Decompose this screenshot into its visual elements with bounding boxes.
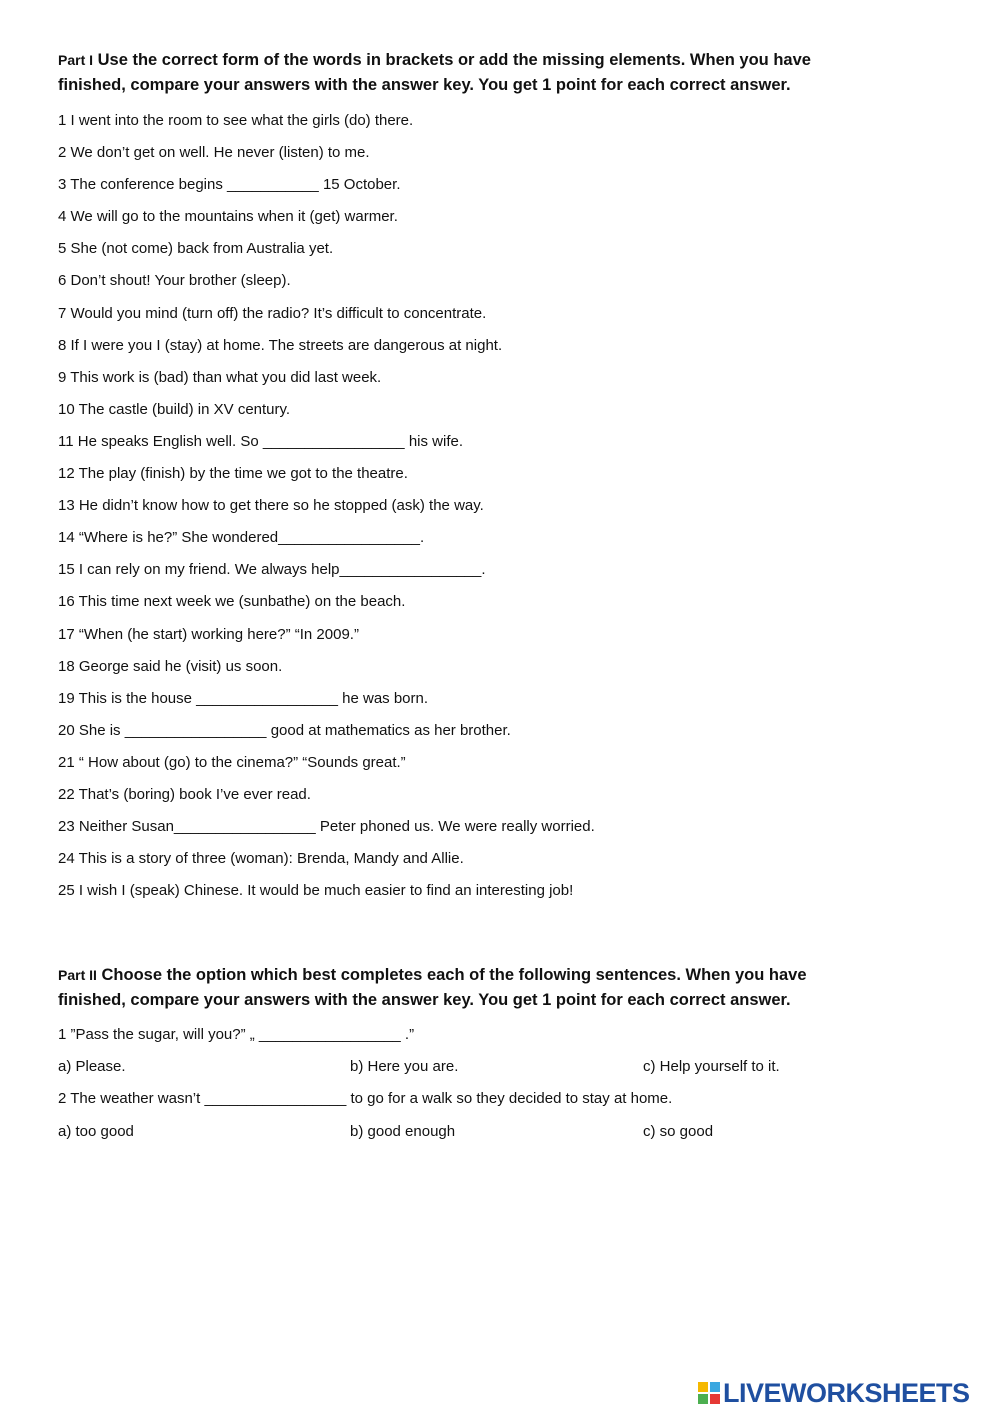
- question-item: 22 That’s (boring) book I’ve ever read.: [58, 785, 311, 803]
- part1-tag: Part I: [58, 52, 94, 68]
- question-item: 5 She (not come) back from Australia yet.: [58, 240, 334, 258]
- question-item: 19 This is the house _________________ he was born.: [58, 689, 429, 707]
- part2-instruction-text: Choose the option which best completes each of the following sentences. When you have finished, compare your answers with the answer key. You get 1 point for each correct answer.: [58, 966, 807, 1009]
- question-item: 12 The play (finish) by the time we got to the theatre.: [58, 465, 408, 483]
- question-item: 6 Don’t shout! Your brother (sleep).: [58, 272, 291, 290]
- part1-instruction-text: Use the correct form of the words in brackets or add the missing elements. When you have finished, compare your answers with the answer key. You get 1 point for each correct answer.: [58, 51, 811, 94]
- question-item: 24 This is a story of three (woman): Brenda, Mandy and Allie.: [58, 850, 464, 868]
- part2-instruction: [58, 963, 838, 1012]
- mc-question: 2 The weather wasn’t _________________ to go for a walk so they decided to stay at home.: [58, 1090, 673, 1108]
- option-a[interactable]: a) too good: [58, 1122, 134, 1140]
- question-item: 21 “ How about (go) to the cinema?” “Sounds great.”: [58, 753, 406, 771]
- question-item: 8 If I were you I (stay) at home. The streets are dangerous at night.: [58, 336, 503, 354]
- question-item: 11 He speaks English well. So _________________ his wife.: [58, 432, 463, 450]
- question-item: 15 I can rely on my friend. We always help_________________.: [58, 561, 486, 579]
- part1-question-list: [58, 111, 838, 913]
- part2-tag: Part II: [58, 967, 97, 983]
- option-c[interactable]: c) so good: [643, 1122, 714, 1140]
- mc-options: [58, 1057, 838, 1089]
- liveworksheets-logo-icon: [698, 1382, 720, 1404]
- question-item: 25 I wish I (speak) Chinese. It would be much easier to find an interesting job!: [58, 882, 574, 900]
- liveworksheets-logo-text: LIVEWORKSHEETS: [723, 1377, 970, 1408]
- question-item: 20 She is _________________ good at mathematics as her brother.: [58, 721, 511, 739]
- worksheet-part-1: [58, 48, 838, 913]
- question-item: 23 Neither Susan_________________ Peter phoned us. We were really worried.: [58, 818, 595, 836]
- question-item: 13 He didn’t know how to get there so he stopped (ask) the way.: [58, 497, 484, 515]
- question-item: 9 This work is (bad) than what you did last week.: [58, 368, 382, 386]
- option-b[interactable]: b) Here you are.: [350, 1058, 459, 1076]
- question-item: 18 George said he (visit) us soon.: [58, 657, 283, 675]
- question-item: 2 We don’t get on well. He never (listen) to me.: [58, 144, 370, 162]
- option-a[interactable]: a) Please.: [58, 1058, 126, 1076]
- mc-question: 1 ”Pass the sugar, will you?” „ _________________ .”: [58, 1026, 415, 1043]
- mc-options: [58, 1122, 838, 1154]
- part1-instruction: [58, 48, 838, 97]
- option-c[interactable]: c) Help yourself to it.: [643, 1058, 780, 1076]
- question-item: 1 I went into the room to see what the girls (do) there.: [58, 112, 414, 129]
- question-item: 4 We will go to the mountains when it (get) warmer.: [58, 208, 398, 226]
- worksheet-part-2: [58, 963, 838, 1154]
- question-item: 16 This time next week we (sunbathe) on the beach.: [58, 593, 406, 611]
- liveworksheets-logo: [698, 1378, 970, 1408]
- question-item: 3 The conference begins ___________ 15 October.: [58, 176, 401, 194]
- part2-question-list: [58, 1025, 838, 1154]
- question-item: 7 Would you mind (turn off) the radio? It’s difficult to concentrate.: [58, 304, 487, 322]
- question-item: 17 “When (he start) working here?” “In 2009.”: [58, 625, 359, 643]
- option-b[interactable]: b) good enough: [350, 1122, 456, 1140]
- question-item: 14 “Where is he?” She wondered_________________.: [58, 529, 425, 547]
- question-item: 10 The castle (build) in XV century.: [58, 400, 291, 418]
